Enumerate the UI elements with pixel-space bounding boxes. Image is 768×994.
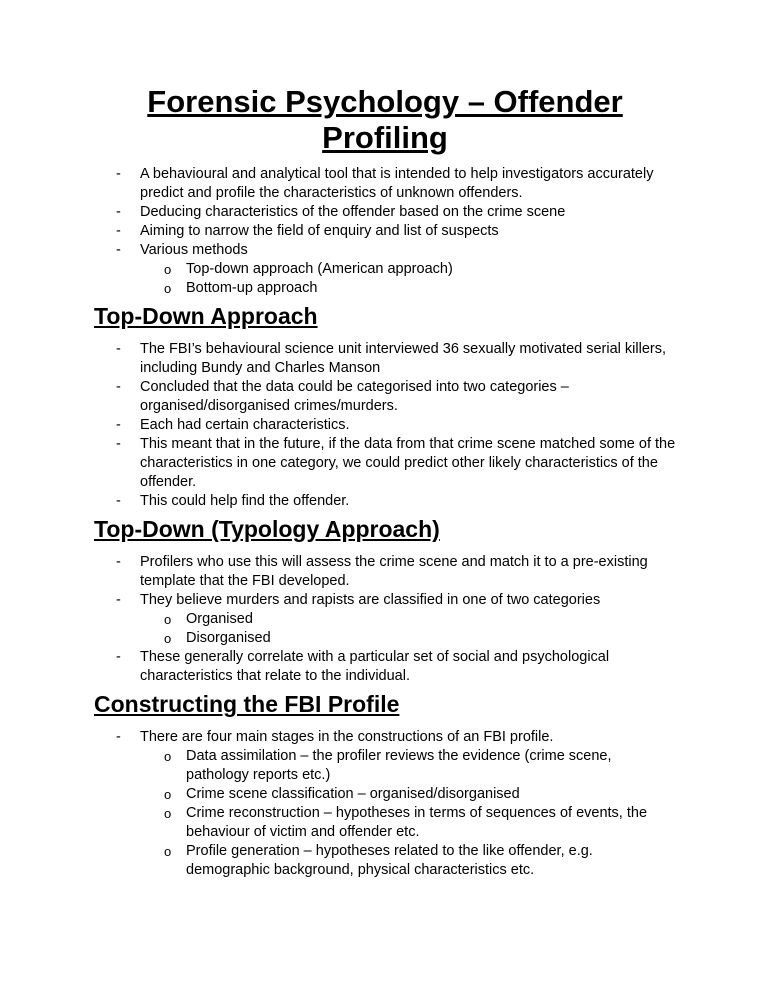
list-item-text: Deducing characteristics of the offender based on the crime scene [140,204,566,220]
dash-bullet: - [116,223,121,239]
circle-bullet: o [164,631,172,646]
list-item-text: They believe murders and rapists are classified in one of two categories [140,592,601,608]
dash-bullet: - [116,729,121,745]
list-item [94,340,676,378]
typology-approach-section [94,516,676,686]
page-title: Forensic Psychology – Offender Profiling [147,84,623,155]
section-heading: Constructing the FBI Profile [94,691,400,717]
list-item [94,591,676,648]
dash-bullet: - [116,493,121,509]
list-item-text: This could help find the offender. [140,493,350,509]
section-heading: Top-Down Approach [94,303,318,329]
dash-bullet: - [116,341,121,357]
section-heading: Top-Down (Typology Approach) [94,516,440,542]
list-item-text: Each had certain characteristics. [140,417,350,433]
dash-bullet: - [116,242,121,258]
dash-bullet: - [116,166,121,182]
dash-bullet: - [116,379,121,395]
sublist-item [140,629,676,648]
circle-bullet: o [164,787,172,802]
dash-bullet: - [116,649,121,665]
dash-bullet: - [116,554,121,570]
dash-bullet: - [116,417,121,433]
list-item [94,492,676,511]
list-item-text: Aiming to narrow the field of enquiry and list of suspects [140,223,499,239]
sublist-item [140,747,676,785]
list-item-text: This meant that in the future, if the data from that crime scene matched some of the characteristics in one category, we could predict other likely characteristics of the offender. [140,436,676,490]
sublist-item [140,804,676,842]
typology-list [94,553,676,686]
list-item [94,241,676,298]
sublist-item [140,785,676,804]
circle-bullet: o [164,281,172,296]
dash-bullet: - [116,592,121,608]
list-item [94,378,676,416]
dash-bullet: - [116,204,121,220]
circle-bullet: o [164,612,172,627]
list-item [94,648,676,686]
list-item [94,222,676,241]
sublist-item [140,260,676,279]
sublist-item [140,610,676,629]
circle-bullet: o [164,262,172,277]
list-item [94,203,676,222]
categories-sublist [140,610,676,648]
list-item [94,435,676,492]
sublist-item [140,279,676,298]
list-item-text: These generally correlate with a particular set of social and psychological characteristics that relate to the individual. [140,649,610,684]
sublist-item-text: Crime reconstruction – hypotheses in terms of sequences of events, the behaviour of victim and offender etc. [186,805,648,840]
list-item-text: A behavioural and analytical tool that is intended to help investigators accurately predict and profile the characteristics of unknown offenders. [140,166,654,201]
sublist-item-text: Organised [186,611,253,627]
fbi-profile-list [94,728,676,880]
sublist-item [140,842,676,880]
intro-section [94,165,676,298]
list-item [94,553,676,591]
circle-bullet: o [164,806,172,821]
fbi-profile-section [94,691,676,880]
circle-bullet: o [164,844,172,859]
list-item [94,416,676,435]
sublist-item-text: Disorganised [186,630,271,646]
dash-bullet: - [116,436,121,452]
stages-sublist [140,747,676,880]
sublist-item-text: Crime scene classification – organised/disorganised [186,786,520,802]
sublist-item-text: Profile generation – hypotheses related to the like offender, e.g. demographic background, physical characteristics etc. [186,843,593,878]
sublist-item-text: Top-down approach (American approach) [186,261,453,277]
list-item-text: The FBI’s behavioural science unit interviewed 36 sexually motivated serial killers, including Bundy and Charles Manson [140,341,667,376]
top-down-approach-section [94,303,676,511]
list-item [94,165,676,203]
list-item-text: There are four main stages in the constructions of an FBI profile. [140,729,554,745]
intro-list [94,165,676,298]
list-item-text: Profilers who use this will assess the crime scene and match it to a pre-existing template that the FBI developed. [140,554,648,589]
sublist-item-text: Bottom-up approach [186,280,318,296]
sublist-item-text: Data assimilation – the profiler reviews the evidence (crime scene, pathology reports etc.) [186,748,612,783]
top-down-list [94,340,676,511]
methods-sublist [140,260,676,298]
list-item [94,728,676,880]
list-item-text: Various methods [140,242,248,258]
circle-bullet: o [164,749,172,764]
list-item-text: Concluded that the data could be categorised into two categories – organised/disorganised crimes/murders. [140,379,569,414]
